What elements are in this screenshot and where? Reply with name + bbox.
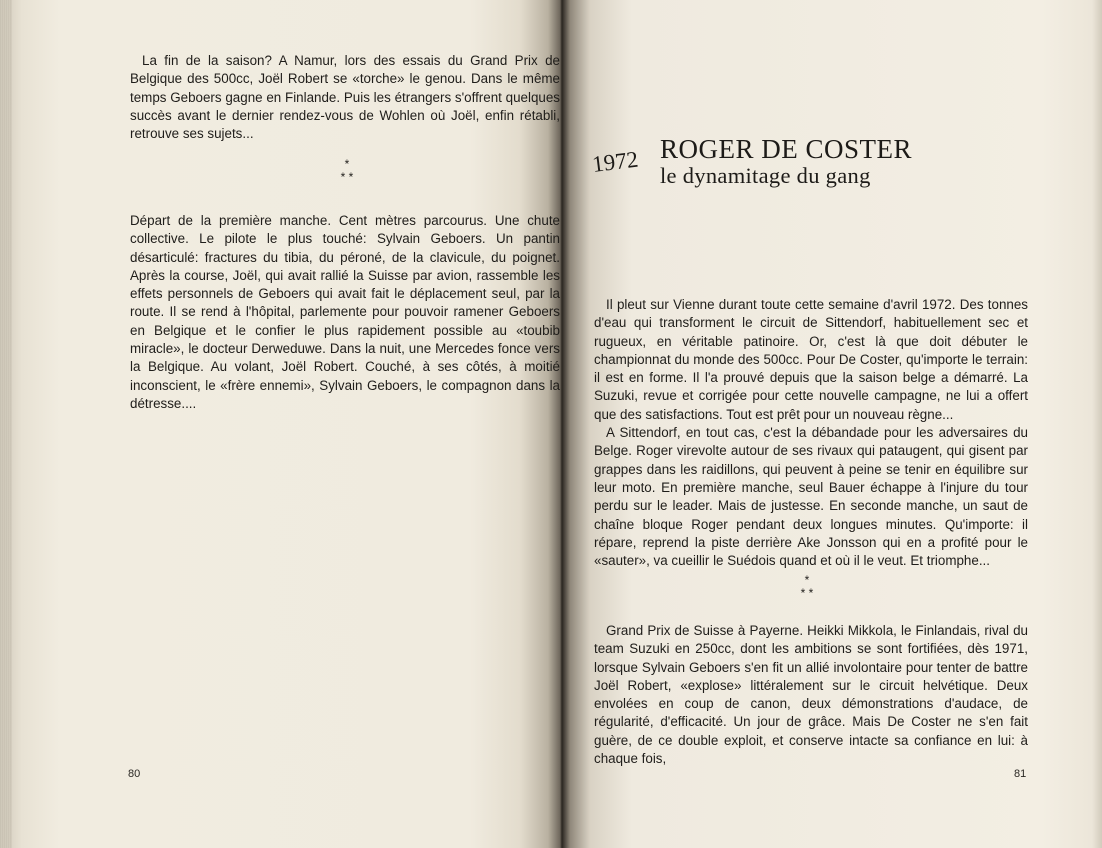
- right-separator: * * *: [800, 573, 814, 600]
- left-paragraph-2-text: Départ de la première manche. Cent mètres parcourus. Une chute collective. Le pilote le plus touché: Sylvain Geboers. Un pantin désarticulé: fractures du tibia, du péroné, de la clavicule, du poignet. Après la course, Joël, qui avait rallié la Suisse par avion, rassemble les effets personnels de Geboers qui avait fait le déplacement seul, par la route. Il se rend à l'hôpital, parlemente pour pouvoir ramener Geboers en Belgique et le confier le plus rapidement possible au «toubib miracle», le docteur Derweduwe. Dans la nuit, une Mercedes fonce vers la Belgique. Au volant, Joël Robert. Couché, à ses côtés, à moitié inconscient, le «frère ennemi», Sylvain Geboers, le compagnon dans la détresse....: [130, 213, 560, 411]
- right-paragraph-1-text: Il pleut sur Vienne durant toute cette semaine d'avril 1972. Des tonnes d'eau qui transforment le circuit de Sittendorf, habituellement sec et rugueux, en véritable patinoire. Or, c'est là que doit débuter le championnat du monde des 500cc. Pour De Coster, qu'importe le terrain: il est en forme. Il l'a prouvé depuis que la saison belge a démarré. La Suzuki, revue et corrigée pour cette nouvelle campagne, ne lui a offert que des satisfactions. Tout est prêt pour un nouveau règne...: [594, 297, 1028, 422]
- chapter-subtitle: le dynamitage du gang: [660, 163, 871, 188]
- left-separator: * * *: [340, 157, 354, 184]
- page-number-right: 81: [1014, 768, 1027, 780]
- right-paragraph-2-text: A Sittendorf, en tout cas, c'est la débandade pour les adversaires du Belge. Roger virevolte autour de ses rivaux qui pataugent, qui gisent par grappes dans les raidillons, qui peuvent à peine se tenir en équilibre sur leur moto. En première manche, seul Bauer échappe à l'injure du tour perdu sur le leader. Mais de justesse. En seconde manche, un saut de chaîne bloque Roger pendant deux longues minutes. Qu'importe: il répare, reprend la piste derrière Ake Jonsson qui en a profité pour le «sauter», va cueillir le Suédois quand et où il le veut. Et triomphe...: [594, 425, 1028, 569]
- chapter-title: ROGER DE COSTER: [660, 134, 913, 164]
- page-number-left: 80: [128, 768, 141, 780]
- chapter-year: 1972: [590, 146, 640, 178]
- right-paragraphs-1-2: [594, 296, 1028, 570]
- right-paragraph-3-text: Grand Prix de Suisse à Payerne. Heikki Mikkola, le Finlandais, rival du team Suzuki en 250cc, dont les ambitions se sont fortifiées, dès 1971, lorsque Sylvain Geboers s'en fit un allié involontaire pour tenter de battre Joël Robert, «explose» littéralement sur le circuit helvétique. Deux envolées en coup de canon, deux démonstrations d'audace, de régularité, d'efficacité. Un jour de grâce. Mais De Coster ne s'en fait guère, de ce double exploit, et conserve intacte sa confiance en lui: à chaque fois,: [594, 623, 1028, 767]
- right-paragraph-3: [594, 622, 1028, 768]
- left-paragraph-1-text: La fin de la saison? A Namur, lors des essais du Grand Prix de Belgique des 500cc, Joël Robert se «torche» le genou. Dans le même temps Geboers gagne en Finlande. Puis les étrangers s'offrent quelques succès avant le dernier rendez-vous de Wohlen où Joël, enfin rétabli, retrouve ses sujets...: [130, 53, 560, 142]
- left-paragraph-2: [130, 212, 560, 413]
- page-edges: [0, 0, 12, 848]
- left-paragraph-1: [130, 52, 560, 143]
